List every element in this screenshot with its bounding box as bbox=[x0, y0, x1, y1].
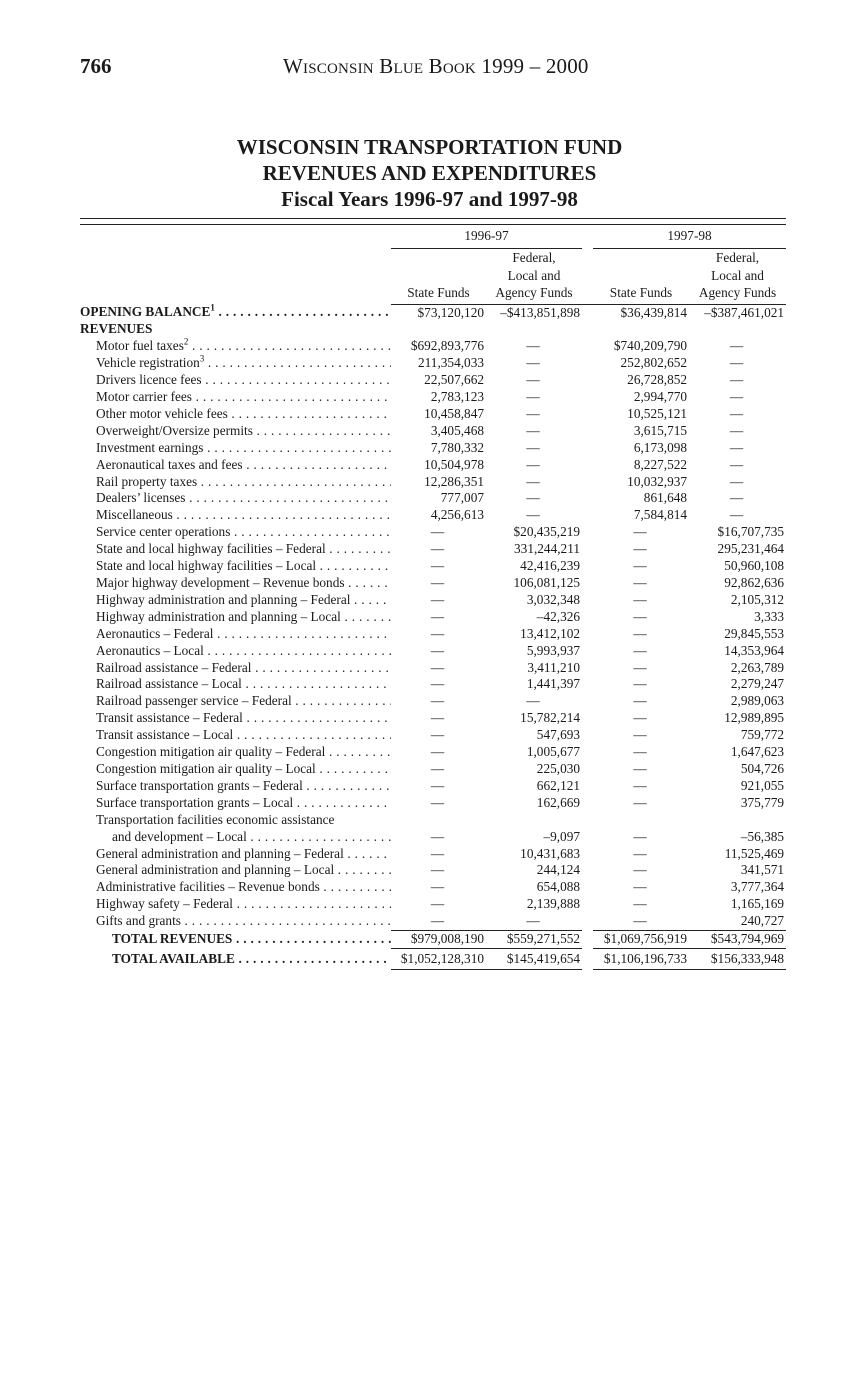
value-cell: — bbox=[430, 710, 445, 726]
row-label: Service center operations . . . bbox=[80, 524, 391, 541]
value-cell: — bbox=[633, 794, 647, 810]
row-label: Transit assistance – Federal . . . bbox=[80, 710, 391, 727]
value-cell: 777,007 bbox=[440, 490, 484, 506]
row-label: Motor carrier fees . . . bbox=[80, 389, 391, 406]
value-cell: — bbox=[633, 608, 647, 624]
value-cell: — bbox=[430, 642, 445, 658]
value-cell: 331,244,211 bbox=[514, 541, 581, 557]
value-cell: $740,209,790 bbox=[613, 338, 688, 354]
value-cell: — bbox=[526, 338, 540, 354]
row-label: Congestion mitigation air quality – Local . . . bbox=[80, 761, 391, 778]
value-cell: — bbox=[430, 558, 445, 574]
revenue-row bbox=[80, 541, 786, 558]
row-label: Highway administration and planning – Federal . . . bbox=[80, 592, 391, 609]
revenue-row-wrapped-first-line: Transportation facilities economic assistance bbox=[96, 811, 335, 827]
running-head bbox=[80, 54, 786, 82]
revenue-row bbox=[80, 795, 786, 812]
revenue-row bbox=[80, 474, 786, 491]
value-cell: — bbox=[729, 507, 744, 523]
revenue-row bbox=[80, 846, 786, 863]
row-label: State and local highway facilities – Local . . . bbox=[80, 558, 391, 575]
value-cell: 10,525,121 bbox=[627, 405, 688, 421]
value-cell: — bbox=[526, 507, 540, 523]
value-cell: — bbox=[633, 591, 647, 607]
title-line-2: REVENUES AND EXPENDITURES bbox=[262, 161, 597, 185]
value-cell: 14,353,964 bbox=[724, 642, 785, 658]
value-cell: 861,648 bbox=[643, 490, 688, 506]
total-available-row bbox=[80, 948, 786, 969]
value-cell: — bbox=[633, 710, 647, 726]
value-cell: –56,385 bbox=[740, 828, 785, 844]
row-label: Administrative facilities – Revenue bonds . . . bbox=[80, 879, 391, 896]
revenue-row bbox=[80, 389, 786, 406]
value-cell: 921,055 bbox=[740, 777, 785, 793]
value-cell: $16,707,735 bbox=[717, 524, 785, 540]
value-cell: — bbox=[633, 625, 647, 641]
value-cell: — bbox=[430, 659, 445, 675]
value-cell: –9,097 bbox=[543, 828, 581, 844]
revenue-row bbox=[80, 423, 786, 440]
value-cell: — bbox=[526, 372, 540, 388]
value-cell: 3,777,364 bbox=[730, 879, 785, 895]
value-cell: 13,412,102 bbox=[520, 625, 581, 641]
value-cell: — bbox=[526, 439, 540, 455]
value-cell: — bbox=[430, 591, 445, 607]
value-cell: 7,780,332 bbox=[430, 439, 484, 455]
value-cell: — bbox=[430, 541, 445, 557]
value-cell: — bbox=[633, 845, 647, 861]
value-cell: — bbox=[430, 693, 445, 709]
column-header-state-funds-1997: State Funds bbox=[593, 249, 689, 305]
row-label: Other motor vehicle fees . . . bbox=[80, 406, 391, 423]
revenue-row bbox=[80, 643, 786, 660]
value-cell: — bbox=[430, 760, 445, 776]
column-header-state-funds-1996: State Funds bbox=[391, 249, 486, 305]
revenues-heading-row: REVENUES bbox=[80, 321, 153, 337]
title-line-1: WISCONSIN TRANSPORTATION FUND bbox=[236, 135, 623, 159]
value-cell: — bbox=[430, 794, 445, 810]
value-cell: 2,263,789 bbox=[730, 659, 785, 675]
value-cell: — bbox=[633, 676, 647, 692]
row-label: Aeronautics – Local . . . bbox=[80, 643, 391, 660]
value-cell: — bbox=[430, 845, 445, 861]
top-rule bbox=[80, 218, 786, 219]
value-cell: — bbox=[729, 490, 744, 506]
value-cell: 225,030 bbox=[536, 760, 581, 776]
revenue-row bbox=[80, 440, 786, 457]
value-cell: $559,271,552 bbox=[486, 931, 582, 949]
row-label: Highway administration and planning – Local . . . bbox=[80, 609, 391, 626]
value-cell: 3,615,715 bbox=[633, 422, 688, 438]
row-label: Vehicle registration$^3$ . . . bbox=[80, 355, 391, 372]
value-cell: — bbox=[526, 355, 540, 371]
value-cell: 3,405,468 bbox=[430, 422, 484, 438]
revenue-row bbox=[80, 406, 786, 423]
value-cell: — bbox=[633, 524, 647, 540]
row-label: Congestion mitigation air quality – Federal . . . bbox=[80, 744, 391, 761]
value-cell: $1,069,756,919 bbox=[593, 931, 689, 949]
value-cell: — bbox=[633, 896, 647, 912]
value-cell: — bbox=[729, 389, 744, 405]
value-cell: — bbox=[729, 422, 744, 438]
revenue-row bbox=[80, 338, 786, 355]
value-cell: 10,504,978 bbox=[424, 456, 484, 472]
value-cell: $543,794,969 bbox=[689, 931, 786, 949]
value-cell: 11,525,469 bbox=[724, 845, 785, 861]
value-cell: — bbox=[526, 389, 540, 405]
value-cell: 3,032,348 bbox=[526, 591, 581, 607]
row-label: Gifts and grants . . . bbox=[80, 913, 391, 930]
row-label: Aeronautics – Federal . . . bbox=[80, 626, 391, 643]
revenue-row bbox=[80, 778, 786, 795]
value-cell: 92,862,636 bbox=[724, 575, 785, 590]
value-cell: — bbox=[633, 693, 647, 709]
value-cell: — bbox=[633, 575, 647, 590]
value-cell: — bbox=[430, 625, 445, 641]
value-cell: 240,727 bbox=[740, 913, 785, 929]
column-header-federal-1997: Federal, Local and Agency Funds bbox=[689, 249, 786, 305]
value-cell: — bbox=[526, 405, 540, 421]
value-cell: 10,032,937 bbox=[627, 473, 688, 489]
revenue-row bbox=[80, 693, 786, 710]
value-cell: $1,052,128,310 bbox=[391, 948, 486, 969]
revenue-row bbox=[80, 710, 786, 727]
column-header-federal-1996: Federal, Local and Agency Funds bbox=[486, 249, 582, 305]
value-cell: — bbox=[729, 456, 744, 472]
row-label: Overweight/Oversize permits . . . bbox=[80, 423, 391, 440]
value-cell: — bbox=[633, 727, 647, 743]
value-cell: $156,333,948 bbox=[689, 948, 786, 969]
revenue-row bbox=[80, 490, 786, 507]
value-cell: — bbox=[729, 439, 744, 455]
row-label: Surface transportation grants – Federal . . . bbox=[80, 778, 391, 795]
value-cell: — bbox=[526, 456, 540, 472]
value-cell: 106,081,125 bbox=[513, 575, 581, 590]
year-header-1996-97: 1996-97 bbox=[391, 228, 582, 249]
value-cell: 6,173,098 bbox=[633, 439, 688, 455]
value-cell: 547,693 bbox=[536, 727, 581, 743]
revenue-row bbox=[80, 761, 786, 778]
value-cell: — bbox=[729, 405, 744, 421]
value-cell: 654,088 bbox=[536, 879, 581, 895]
revenue-row bbox=[80, 457, 786, 474]
value-cell: $20,435,219 bbox=[513, 524, 581, 540]
value-cell: 2,989,063 bbox=[730, 693, 785, 709]
value-cell: $1,106,196,733 bbox=[593, 948, 689, 969]
value-cell: 375,779 bbox=[740, 794, 785, 810]
value-cell: 162,669 bbox=[536, 794, 581, 810]
value-cell: 42,416,239 bbox=[520, 558, 581, 574]
revenue-row bbox=[80, 575, 786, 592]
value-cell: 10,458,847 bbox=[424, 405, 484, 421]
value-cell: 7,584,814 bbox=[633, 507, 688, 523]
revenue-row bbox=[80, 660, 786, 677]
revenue-row bbox=[80, 913, 786, 930]
revenue-row-wrapped bbox=[80, 829, 786, 846]
value-cell: 2,139,888 bbox=[526, 896, 581, 912]
value-cell: 1,441,397 bbox=[526, 676, 581, 692]
revenue-row bbox=[80, 372, 786, 389]
row-label: Transit assistance – Local . . . bbox=[80, 727, 391, 744]
revenue-row bbox=[80, 507, 786, 524]
table-title bbox=[0, 134, 859, 212]
value-cell: — bbox=[633, 760, 647, 776]
value-cell: — bbox=[526, 913, 540, 929]
value-cell: — bbox=[430, 828, 445, 844]
row-label: Railroad passenger service – Federal . . . bbox=[80, 693, 391, 710]
value-cell: — bbox=[633, 659, 647, 675]
revenue-row bbox=[80, 524, 786, 541]
row-label: TOTAL REVENUES . . . bbox=[80, 931, 391, 949]
value-cell: — bbox=[633, 642, 647, 658]
value-cell: — bbox=[633, 862, 647, 878]
value-cell: — bbox=[430, 575, 445, 590]
row-label: Rail property taxes . . . bbox=[80, 474, 391, 491]
value-cell: — bbox=[430, 524, 445, 540]
book-title: Wisconsin Blue Book 1999 – 2000 bbox=[283, 54, 589, 78]
value-cell: 1,165,169 bbox=[730, 896, 785, 912]
year-header-1997-98: 1997-98 bbox=[593, 228, 786, 249]
value-cell: — bbox=[729, 372, 744, 388]
value-cell: — bbox=[633, 744, 647, 760]
value-cell: 29,845,553 bbox=[724, 625, 785, 641]
revenue-row bbox=[80, 626, 786, 643]
value-cell: — bbox=[633, 541, 647, 557]
value-cell: — bbox=[430, 913, 445, 929]
row-label: and development – Local . . . bbox=[80, 829, 391, 846]
value-cell: 341,571 bbox=[740, 862, 785, 878]
value-cell: 1,005,677 bbox=[526, 744, 581, 760]
row-label: TOTAL AVAILABLE . . . bbox=[80, 948, 391, 969]
row-label: Railroad assistance – Federal . . . bbox=[80, 660, 391, 677]
value-cell: 244,124 bbox=[536, 862, 581, 878]
row-label: General administration and planning – Local . . . bbox=[80, 862, 391, 879]
value-cell: 662,121 bbox=[536, 777, 581, 793]
value-cell: — bbox=[526, 422, 540, 438]
row-label: Miscellaneous . . . bbox=[80, 507, 391, 524]
value-cell: — bbox=[729, 355, 744, 371]
value-cell: — bbox=[633, 558, 647, 574]
revenue-row bbox=[80, 727, 786, 744]
value-cell: 26,728,852 bbox=[627, 372, 688, 388]
value-cell: — bbox=[430, 879, 445, 895]
revenue-row bbox=[80, 896, 786, 913]
value-cell: 2,105,312 bbox=[730, 591, 785, 607]
revenue-row bbox=[80, 558, 786, 575]
value-cell: $979,008,190 bbox=[391, 931, 486, 949]
value-cell: — bbox=[430, 727, 445, 743]
row-label: Highway safety – Federal . . . bbox=[80, 896, 391, 913]
value-cell: 295,231,464 bbox=[717, 541, 785, 557]
opening-balance-row: OPENING BALANCE$^1$ . . . $73,120,120 –$413,851,898 $36,439,814 –$387,461,021 bbox=[80, 304, 786, 321]
revenue-row bbox=[80, 609, 786, 626]
value-cell: 2,783,123 bbox=[430, 389, 484, 405]
row-label: Motor fuel taxes$^2$ . . . bbox=[80, 338, 391, 355]
value-cell: 504,726 bbox=[740, 760, 785, 776]
value-cell: 4,256,613 bbox=[430, 507, 484, 523]
value-cell: — bbox=[633, 879, 647, 895]
value-cell: — bbox=[430, 896, 445, 912]
revenue-row bbox=[80, 744, 786, 761]
row-label: Major highway development – Revenue bonds . . . bbox=[80, 575, 391, 592]
value-cell: — bbox=[633, 828, 647, 844]
value-cell: 12,989,895 bbox=[724, 710, 785, 726]
title-line-3: Fiscal Years 1996-97 and 1997-98 bbox=[281, 187, 578, 211]
value-cell: — bbox=[430, 608, 445, 624]
row-label: Aeronautical taxes and fees . . . bbox=[80, 457, 391, 474]
value-cell: 3,333 bbox=[754, 608, 785, 624]
value-cell: 22,507,662 bbox=[424, 372, 484, 388]
row-label: General administration and planning – Federal . . . bbox=[80, 846, 391, 863]
revenue-row bbox=[80, 592, 786, 609]
total-revenues-row bbox=[80, 931, 786, 949]
value-cell: — bbox=[526, 473, 540, 489]
value-cell: — bbox=[430, 676, 445, 692]
top-rule-2 bbox=[80, 224, 786, 225]
value-cell: 8,227,522 bbox=[633, 456, 688, 472]
value-cell: — bbox=[430, 744, 445, 760]
value-cell: 252,802,652 bbox=[620, 355, 688, 371]
value-cell: 10,431,683 bbox=[520, 845, 581, 861]
value-cell: –42,326 bbox=[536, 608, 581, 624]
value-cell: — bbox=[729, 338, 744, 354]
value-cell: 5,993,937 bbox=[526, 642, 581, 658]
value-cell: 2,279,247 bbox=[730, 676, 785, 692]
value-cell: — bbox=[430, 862, 445, 878]
value-cell: 15,782,214 bbox=[520, 710, 581, 726]
row-label: Railroad assistance – Local . . . bbox=[80, 676, 391, 693]
value-cell: 50,960,108 bbox=[724, 558, 785, 574]
row-label: State and local highway facilities – Federal . . . bbox=[80, 541, 391, 558]
revenue-row bbox=[80, 879, 786, 896]
value-cell: 3,411,210 bbox=[527, 659, 581, 675]
value-cell: 759,772 bbox=[740, 727, 785, 743]
page-number: 766 bbox=[80, 54, 112, 78]
row-label: Investment earnings . . . bbox=[80, 440, 391, 457]
value-cell: 1,647,623 bbox=[730, 744, 785, 760]
value-cell: 12,286,351 bbox=[424, 473, 484, 489]
value-cell: $692,893,776 bbox=[410, 338, 484, 354]
revenue-row bbox=[80, 676, 786, 693]
value-cell: 211,354,033 bbox=[418, 355, 484, 371]
revenue-row bbox=[80, 862, 786, 879]
value-cell: — bbox=[526, 490, 540, 506]
value-cell: — bbox=[633, 913, 647, 929]
value-cell: — bbox=[526, 693, 540, 709]
value-cell: — bbox=[430, 777, 445, 793]
revenue-row bbox=[80, 355, 786, 372]
row-label: Dealers’ licenses . . . bbox=[80, 490, 391, 507]
value-cell: 2,994,770 bbox=[633, 389, 688, 405]
value-cell: — bbox=[729, 473, 744, 489]
value-cell: $145,419,654 bbox=[486, 948, 582, 969]
value-cell: — bbox=[633, 777, 647, 793]
financial-table bbox=[80, 228, 786, 970]
row-label: Surface transportation grants – Local . . . bbox=[80, 795, 391, 812]
row-label: Drivers licence fees . . . bbox=[80, 372, 391, 389]
